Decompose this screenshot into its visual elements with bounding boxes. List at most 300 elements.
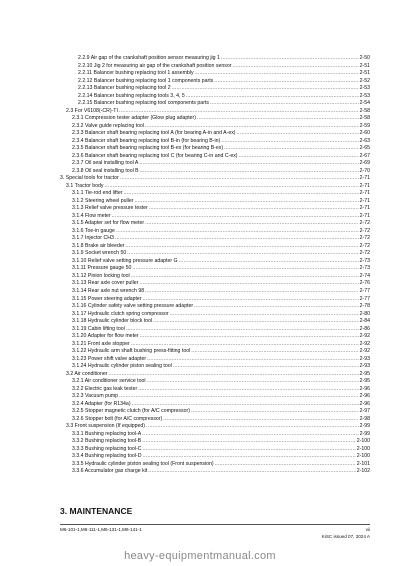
toc-entry[interactable] — [60, 85, 370, 93]
toc-entry-number: 3.3.2 — [72, 438, 84, 445]
toc-leader-dots — [140, 168, 359, 176]
toc-entry-title — [72, 258, 178, 266]
toc-entry-number: 3.1 — [66, 182, 74, 189]
footer-issued: KiSC issued 07, 2024 A — [321, 533, 370, 539]
toc-leader-dots — [143, 453, 356, 461]
toc-entry-title — [72, 356, 146, 364]
toc-entry-text: Socket wrench 50 — [85, 250, 127, 257]
toc-entry-title — [72, 326, 125, 334]
toc-entry-page: 2-51 — [359, 70, 370, 77]
toc-entry-page: 2-70 — [359, 167, 370, 174]
toc-entry-text: Bushing replacing tool-D — [85, 453, 142, 460]
toc-entry-page: 2-96 — [359, 400, 370, 407]
toc-entry-text: Adapter set for flow meter — [84, 220, 145, 227]
toc-leader-dots — [143, 296, 359, 304]
toc-entry[interactable] — [60, 468, 370, 476]
toc-entry-title — [66, 371, 108, 379]
toc-entry-page: 2-58 — [359, 107, 370, 114]
toc-leader-dots — [132, 265, 358, 273]
toc-entry-number: 3.2.3 — [72, 393, 84, 400]
toc-entry-number: 2.3.5 — [72, 145, 84, 152]
toc-entry-text: Bushing replacing tool-C — [85, 445, 142, 452]
toc-entry-number: 3.1.1 — [72, 190, 84, 197]
toc-entry[interactable] — [60, 220, 370, 228]
toc-entry-title — [72, 265, 131, 273]
toc-entry[interactable] — [60, 258, 370, 266]
toc-entry-number: 3.1.14 — [72, 287, 87, 294]
toc-entry-text: Tie-rod end lifter — [84, 190, 123, 197]
toc-entry-page: 2-77 — [359, 287, 370, 294]
toc-entry-text: Balancer shaft bearing replacing tool B-ex (for bearing B-ex) — [85, 145, 224, 152]
toc-entry[interactable] — [60, 446, 370, 454]
toc-leader-dots — [173, 363, 359, 371]
toc-entry-page: 2-60 — [359, 130, 370, 137]
toc-entry-text: Balancer bushing replacing tool 1 components parts — [93, 77, 214, 84]
toc-entry-number: 2.2.10 — [78, 62, 93, 69]
toc-entry-text: Relief valve pressure tester — [85, 205, 148, 212]
toc-entry-page: 2-53 — [359, 92, 370, 99]
toc-entry[interactable] — [60, 303, 370, 311]
toc-entry[interactable] — [60, 55, 370, 63]
toc-entry-page: 2-93 — [359, 363, 370, 370]
toc-entry-page: 2-92 — [359, 333, 370, 340]
toc-leader-dots — [149, 205, 359, 213]
toc-entry-number: 2.3.1 — [72, 115, 84, 122]
toc-leader-dots — [170, 311, 359, 319]
toc-entry-text: Power shift valve adapter — [87, 355, 147, 362]
toc-leader-dots — [146, 423, 359, 431]
toc-entry-text: For V6108(-CR)-TI — [74, 107, 118, 114]
toc-entry-text: Injector CH3 — [85, 235, 114, 242]
toc-entry[interactable] — [60, 423, 370, 431]
toc-entry-text: Vacuum pump — [85, 393, 119, 400]
toc-leader-dots — [105, 183, 359, 191]
toc-entry-number: 3. — [60, 175, 65, 182]
toc-entry-page: 2-99 — [359, 430, 370, 437]
toc-entry[interactable] — [60, 108, 370, 116]
toc-leader-dots — [143, 446, 356, 454]
toc-entry-title — [72, 138, 220, 146]
toc-entry-text: Stopper bolt (for A/C compressor) — [85, 415, 163, 422]
toc-entry[interactable] — [60, 431, 370, 439]
toc-entry[interactable] — [60, 78, 370, 86]
toc-entry-title — [72, 341, 130, 349]
toc-entry-text: Cylinder safety valve setting pressure adapter — [87, 303, 194, 310]
toc-leader-dots — [138, 386, 358, 394]
toc-entry-text: Valve guide replacing tool — [85, 122, 145, 129]
toc-entry-text: Power steering adapter — [87, 295, 142, 302]
toc-entry-page: 2-72 — [359, 242, 370, 249]
toc-entry[interactable] — [60, 138, 370, 146]
toc-entry-number: 3.1.21 — [72, 340, 87, 347]
toc-entry[interactable] — [60, 115, 370, 123]
toc-entry-title — [72, 220, 144, 228]
toc-entry[interactable] — [60, 461, 370, 469]
toc-entry-number: 3.1.10 — [72, 257, 87, 264]
toc-leader-dots — [232, 63, 358, 71]
toc-leader-dots — [126, 326, 359, 334]
toc-entry[interactable] — [60, 205, 370, 213]
toc-entry-number: 2.3.7 — [72, 160, 84, 167]
toc-leader-dots — [139, 280, 358, 288]
toc-leader-dots — [116, 228, 359, 236]
toc-leader-dots — [186, 93, 359, 101]
toc-entry-title — [72, 333, 139, 341]
toc-entry-page: 2-51 — [359, 62, 370, 69]
toc-entry-page: 2-50 — [359, 55, 370, 61]
toc-entry[interactable] — [60, 280, 370, 288]
toc-entry-number: 3.2.4 — [72, 400, 84, 407]
toc-entry-text: Oil seal installing tool A — [85, 160, 139, 167]
toc-entry-number: 3.3 — [66, 423, 74, 430]
toc-entry[interactable] — [60, 93, 370, 101]
toc-entry-title — [72, 386, 137, 394]
toc-entry-text: Balancer bushing replacing tools 3, 4, 5 — [93, 92, 185, 99]
toc-entry[interactable] — [60, 311, 370, 319]
toc-entry-number: 2.3.6 — [72, 152, 84, 159]
toc-entry[interactable] — [60, 198, 370, 206]
toc-entry-title — [66, 423, 145, 431]
toc-entry-number: 3.1.2 — [72, 197, 84, 204]
toc-entry-title — [72, 311, 169, 319]
toc-entry-number: 3.1.11 — [72, 265, 87, 272]
toc-leader-dots — [215, 461, 356, 469]
toc-entry[interactable] — [60, 326, 370, 334]
toc-entry-text: Accumulator gas charge kit — [84, 468, 148, 475]
toc-leader-dots — [142, 431, 358, 439]
toc-entry[interactable] — [60, 333, 370, 341]
toc-entry-text: Adapter (for R134a) — [84, 400, 131, 407]
toc-entry[interactable] — [60, 213, 370, 221]
toc-entry-page: 2-86 — [359, 325, 370, 332]
toc-entry-text: Tractor body — [74, 182, 104, 189]
toc-entry-title — [72, 168, 139, 176]
toc-entry[interactable] — [60, 296, 370, 304]
toc-entry-number: 3.2.5 — [72, 408, 84, 415]
toc-entry[interactable] — [60, 408, 370, 416]
toc-leader-dots — [119, 393, 359, 401]
toc-leader-dots — [145, 123, 359, 131]
toc-entry-text: Jig 2 for measuring air gap of the crankshaft position sensor — [93, 62, 232, 69]
footer-rule — [60, 524, 370, 525]
toc-leader-dots — [131, 341, 359, 349]
toc-entry-title — [72, 431, 141, 439]
toc-entry-page: 2-71 — [359, 197, 370, 204]
toc-entry-number: 3.1.7 — [72, 235, 84, 242]
toc-entry-title — [72, 401, 131, 409]
toc-entry-text: Hydraulic clutch spring compressor — [87, 310, 169, 317]
toc-entry-title — [72, 348, 190, 356]
toc-entry-page: 2-102 — [356, 468, 370, 475]
toc-entry-title — [78, 100, 209, 108]
toc-entry[interactable] — [60, 318, 370, 326]
toc-entry-number: 2.2.13 — [78, 85, 93, 92]
toc-entry[interactable] — [60, 416, 370, 424]
toc-entry[interactable] — [60, 160, 370, 168]
toc-entry-title — [72, 205, 148, 213]
toc-leader-dots — [112, 213, 359, 221]
toc-entry-text: Toe-in gauge — [84, 227, 115, 234]
toc-entry[interactable] — [60, 438, 370, 446]
toc-entry-page: 2-100 — [356, 453, 370, 460]
toc-entry-page: 2-78 — [359, 303, 370, 310]
toc-entry-text: Pinion locking tool — [87, 272, 130, 279]
toc-entry-title — [78, 85, 171, 93]
toc-entry-text: Relief valve setting pressure adapter G — [87, 257, 178, 264]
footer-models: M6-101-1,M6-111-1,M6-131-1,M6-141-1 — [60, 527, 142, 532]
toc-entry-number: 3.1.12 — [72, 272, 87, 279]
toc-entry[interactable] — [60, 453, 370, 461]
toc-entry-title — [72, 461, 214, 469]
toc-entry-number: 3.1.3 — [72, 205, 84, 212]
toc-entry-title — [72, 453, 142, 461]
toc-entry-page: 2-96 — [359, 393, 370, 400]
toc-entry-number: 3.1.4 — [72, 212, 84, 219]
toc-entry-text: Hydraulic arm shaft bushing press-fitting tool — [87, 348, 191, 355]
toc-entry[interactable] — [60, 341, 370, 349]
toc-entry[interactable] — [60, 123, 370, 131]
toc-leader-dots — [214, 78, 358, 86]
toc-leader-dots — [123, 190, 358, 198]
toc-entry-text: Balancer bushing replacing tool 2 — [93, 85, 171, 92]
toc-entry-page: 2-92 — [359, 348, 370, 355]
toc-entry-number: 2.3 — [66, 107, 74, 114]
toc-entry-page: 2-58 — [359, 115, 370, 122]
toc-entry-number: 3.1.9 — [72, 250, 84, 257]
toc-entry-text: Front axle stopper — [87, 340, 130, 347]
toc-entry-number: 2.2.9 — [78, 55, 90, 61]
toc-entry-title — [72, 235, 114, 243]
toc-leader-dots — [163, 416, 358, 424]
toc-entry-text: Air conditioner — [74, 370, 108, 377]
footer-right — [322, 527, 370, 540]
toc-entry-title — [72, 250, 126, 258]
toc-entry-title — [78, 55, 220, 63]
toc-entry[interactable] — [60, 175, 370, 183]
toc-entry-number: 2.3.3 — [72, 130, 84, 137]
toc-leader-dots — [179, 258, 359, 266]
toc-leader-dots — [197, 115, 359, 123]
toc-entry-page: 2-99 — [359, 423, 370, 430]
toc-leader-dots — [195, 70, 359, 78]
toc-entry-page: 2-53 — [359, 85, 370, 92]
toc-entry-text: Hydraulic cylinder piston sealing tool (Front suspension) — [85, 460, 214, 467]
toc-entry-number: 2.3.2 — [72, 122, 84, 129]
toc-entry-title — [60, 175, 119, 183]
toc-entry-title — [72, 160, 138, 168]
toc-leader-dots — [191, 408, 359, 416]
toc-entry[interactable] — [60, 371, 370, 379]
toc-entry-text: Air gap of the crankshaft position sensor measuring jig 1 — [90, 55, 220, 61]
toc-entry-title — [72, 446, 142, 454]
toc-entry-text: Balancer shaft bearing replacing tool A (for bearing A-in and A-ex) — [85, 130, 236, 137]
toc-entry-page: 2-72 — [359, 235, 370, 242]
toc-entry-title — [72, 438, 141, 446]
toc-entry-title — [72, 228, 115, 236]
toc-entry-title — [72, 303, 193, 311]
toc-entry-number: 3.3.1 — [72, 430, 84, 437]
toc-entry-page: 2-63 — [359, 137, 370, 144]
toc-leader-dots — [126, 243, 359, 251]
toc-entry-text: Balancer shaft bearing replacing tool B-in (for bearing B-in) — [85, 137, 221, 144]
toc-entry-title — [66, 108, 118, 116]
toc-leader-dots — [210, 100, 359, 108]
toc-leader-dots — [120, 175, 359, 183]
toc-entry-page: 2-72 — [359, 220, 370, 227]
toc-leader-dots — [132, 401, 359, 409]
watermark: heavy-equipmentmanual.com — [124, 550, 276, 562]
toc-leader-dots — [139, 160, 358, 168]
toc-leader-dots — [145, 220, 359, 228]
toc-leader-dots — [172, 85, 359, 93]
toc-entry[interactable] — [60, 288, 370, 296]
toc-entry-title — [72, 198, 133, 206]
toc-entry[interactable] — [60, 235, 370, 243]
toc-entry[interactable] — [60, 273, 370, 281]
toc-entry-title — [72, 280, 138, 288]
toc-entry-title — [72, 273, 130, 281]
toc-entry[interactable] — [60, 265, 370, 273]
toc-entry[interactable] — [60, 378, 370, 386]
toc-entry[interactable] — [60, 243, 370, 251]
toc-entry-text: Brake air bleeder — [85, 242, 125, 249]
toc-entry[interactable] — [60, 153, 370, 161]
toc-leader-dots — [221, 138, 358, 146]
section-heading: 3. MAINTENANCE — [60, 506, 133, 516]
toc-entry-title — [72, 130, 236, 138]
toc-entry-number: 3.1.13 — [72, 280, 87, 287]
toc-entry[interactable] — [60, 401, 370, 409]
toc-entry-page: 2-72 — [359, 250, 370, 257]
toc-entry-title — [72, 115, 196, 123]
toc-entry-number: 3.1.22 — [72, 348, 87, 355]
toc-entry-page: 2-100 — [356, 438, 370, 445]
toc-entry-page: 2-97 — [359, 408, 370, 415]
toc-leader-dots — [191, 348, 358, 356]
toc-entry-text: Bushing replacing tool-B — [85, 438, 142, 445]
toc-entry-title — [72, 408, 190, 416]
toc-entry-title — [72, 123, 144, 131]
toc-entry-text: Compression tester adapter (Glow plug adapter) — [85, 115, 197, 122]
toc-leader-dots — [224, 145, 358, 153]
toc-entry[interactable] — [60, 348, 370, 356]
toc-entry-text: Pressure gauge 50 — [87, 265, 132, 272]
toc-entry-title — [78, 78, 213, 86]
toc-entry-page: 2-65 — [359, 145, 370, 152]
toc-entry[interactable] — [60, 70, 370, 78]
toc-entry-page: 2-59 — [359, 122, 370, 129]
toc-entry-title — [72, 363, 172, 371]
toc-entry-page: 2-76 — [359, 280, 370, 287]
toc-entry-title — [72, 416, 162, 424]
toc-entry-number: 3.2.6 — [72, 415, 84, 422]
toc-entry-text: Rear axle nut wrench 98 — [87, 287, 145, 294]
toc-entry[interactable] — [60, 356, 370, 364]
toc-entry-page: 2-95 — [359, 378, 370, 385]
toc-leader-dots — [239, 153, 359, 161]
toc-leader-dots — [134, 198, 358, 206]
toc-entry-title — [66, 183, 104, 191]
toc-entry[interactable] — [60, 130, 370, 138]
toc-entry[interactable] — [60, 393, 370, 401]
toc-entry[interactable] — [60, 363, 370, 371]
toc-entry-title — [72, 468, 147, 476]
toc-entry-page: 2-71 — [359, 182, 370, 189]
toc-entry-number: 3.3.5 — [72, 460, 84, 467]
toc-leader-dots — [147, 356, 358, 364]
toc-entry-title — [72, 153, 238, 161]
toc-entry-number: 3.1.20 — [72, 333, 87, 340]
toc-entry[interactable] — [60, 386, 370, 394]
toc-leader-dots — [145, 288, 358, 296]
toc-entry-title — [78, 93, 185, 101]
toc-entry-page: 2-92 — [359, 340, 370, 347]
toc-entry-title — [78, 63, 231, 71]
toc-leader-dots — [194, 303, 358, 311]
toc-entry-page: 2-100 — [356, 445, 370, 452]
toc-entry[interactable] — [60, 145, 370, 153]
toc-entry-text: Bushing replacing tool-A — [85, 430, 142, 437]
toc-leader-dots — [109, 371, 359, 379]
toc-entry[interactable] — [60, 100, 370, 108]
toc-entry[interactable] — [60, 183, 370, 191]
toc-entry-number: 3.1.6 — [72, 227, 84, 234]
toc-leader-dots — [237, 130, 359, 138]
toc-entry[interactable] — [60, 168, 370, 176]
toc-entry-number: 3.1.5 — [72, 220, 84, 227]
toc-entry[interactable] — [60, 190, 370, 198]
toc-entry-page: 2-71 — [359, 205, 370, 212]
toc-leader-dots — [147, 378, 359, 386]
toc-entry-text: Special tools for tractor — [65, 175, 119, 182]
toc-entry[interactable] — [60, 250, 370, 258]
toc-leader-dots — [221, 55, 359, 63]
toc-entry-text: Oil seal installing tool B — [85, 167, 139, 174]
toc-entry-page: 2-74 — [359, 272, 370, 279]
toc-entry-title — [72, 318, 152, 326]
toc-entry-number: 3.1.23 — [72, 355, 87, 362]
toc-leader-dots — [140, 333, 359, 341]
toc-entry-text: Balancer bushing replacing tool 1 assembly — [93, 70, 194, 77]
toc-entry-text: Adapter for flow meter — [87, 333, 139, 340]
toc-entry-page: 2-71 — [359, 190, 370, 197]
toc-entry-number: 3.3.4 — [72, 453, 84, 460]
toc-leader-dots — [127, 250, 358, 258]
toc-entry-title — [72, 190, 122, 198]
toc-entry-text: Rear axle cover puller — [87, 280, 139, 287]
toc-entry[interactable] — [60, 63, 370, 71]
toc-leader-dots — [131, 273, 359, 281]
toc-entry-number: 2.2.14 — [78, 92, 93, 99]
toc-entry-page: 2-72 — [359, 227, 370, 234]
toc-entry-page: 2-101 — [356, 460, 370, 467]
toc-entry-page: 2-96 — [359, 385, 370, 392]
toc-entry[interactable] — [60, 228, 370, 236]
toc-entry-text: Front suspension (If equipped) — [74, 423, 146, 430]
toc-entry-text: Hydraulic cylinder block tool — [87, 318, 153, 325]
toc-entry-page: 2-84 — [359, 318, 370, 325]
toc-entry-page: 2-54 — [359, 100, 370, 107]
toc-entry-page: 2-77 — [359, 295, 370, 302]
toc-entry-number: 2.3.4 — [72, 137, 84, 144]
toc-entry-page: 2-95 — [359, 370, 370, 377]
toc-entry-text: Balancer shaft bearing replacing tool C (for bearing C-in and C-ex) — [85, 152, 238, 159]
toc-entry-title — [72, 378, 146, 386]
toc-entry-number: 3.1.8 — [72, 242, 84, 249]
toc-entry-number: 2.3.8 — [72, 167, 84, 174]
toc-entry-page: 2-71 — [359, 175, 370, 182]
toc-entry-number: 2.2.12 — [78, 77, 93, 84]
